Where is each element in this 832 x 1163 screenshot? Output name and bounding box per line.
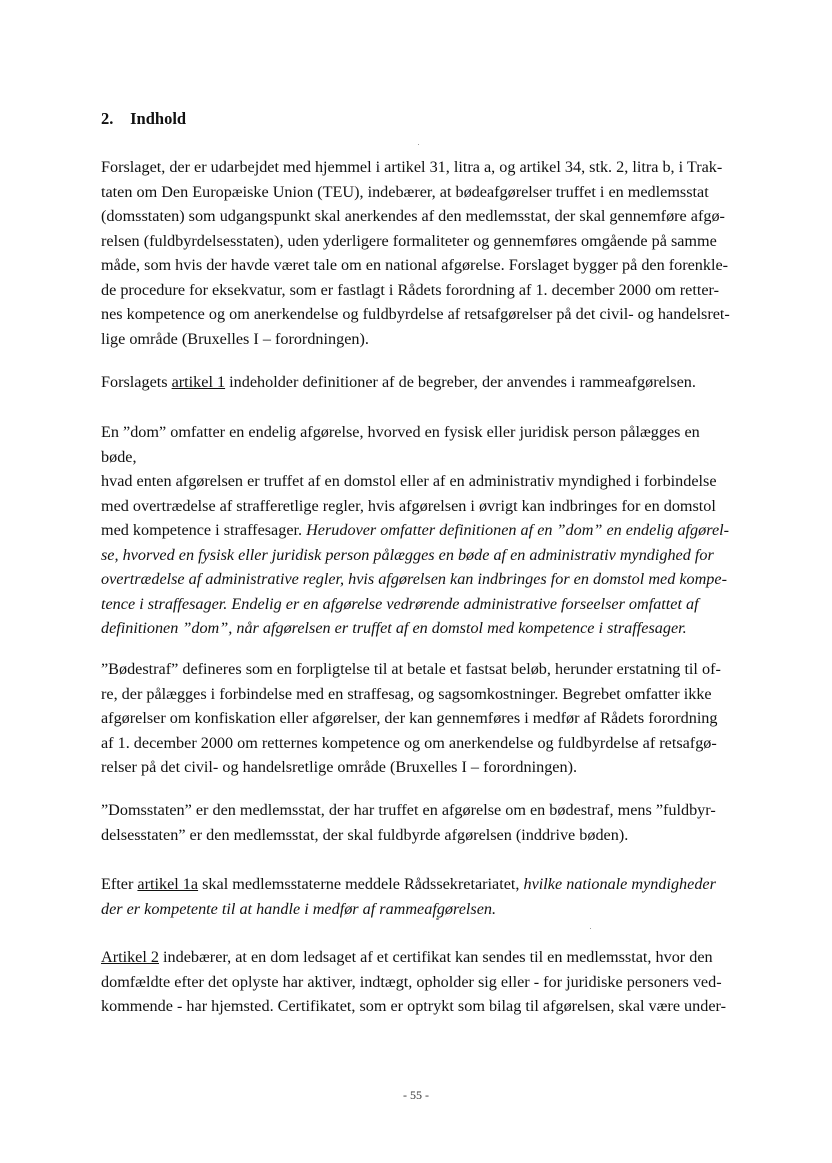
text-span: Efter xyxy=(101,875,138,893)
text-line: En ”dom” omfatter en endelig afgørelse, hvorved en fysisk eller juridisk person pålægges en xyxy=(101,423,700,441)
italic-text: Herudover omfatter definitionen af en ”dom” en endelig afgørel- xyxy=(306,521,730,539)
section-number: 2. xyxy=(101,109,114,128)
paragraph-article-1 xyxy=(101,370,696,395)
text-line xyxy=(101,872,716,897)
scan-speck xyxy=(418,144,419,145)
text-line: re, der pålægges i forbindelse med en straffesag, og sagsomkostninger. Begrebet omfatter ikke xyxy=(101,684,712,703)
article-2-reference: Artikel 2 xyxy=(101,948,159,966)
scan-speck xyxy=(590,928,591,929)
text-line-italic xyxy=(101,592,699,617)
italic-text: se, hvorved en fysisk eller juridisk person pålægges en bøde af en administrativ myndighed for xyxy=(101,545,714,564)
text-line: de procedure for eksekvatur, som er fastlagt i Rådets forordning af 1. december 2000 om retter- xyxy=(101,280,719,299)
text-line: nes kompetence og om anerkendelse og fuldbyrdelse af retsafgørelser på det civil- og handelsret- xyxy=(101,305,730,323)
text-line: af 1. december 2000 om retternes kompetence og om anerkendelse og fuldbyrdelse af retsafgø- xyxy=(101,733,717,752)
text-line: relser på det civil- og handelsretlige område (Bruxelles I – forordningen). xyxy=(101,758,578,776)
text-line: lige område (Bruxelles I – forordningen). xyxy=(101,329,369,348)
italic-text: der er kompetente til at handle i medfør af rammeafgørelsen. xyxy=(101,899,497,918)
text-span: skal medlemsstaterne meddele Rådssekretariatet, xyxy=(198,875,524,893)
article-1a-reference: artikel 1a xyxy=(137,875,199,893)
text-line: hvad enten afgørelsen er truffet af en domstol eller af en administrativ myndighed i forbindelse xyxy=(101,472,717,490)
section-heading xyxy=(101,107,186,131)
text-line-italic xyxy=(101,567,727,592)
article-1-reference: artikel 1 xyxy=(171,373,226,391)
text-span: indeholder definitioner af de begreber, der anvendes i rammeafgørelsen. xyxy=(225,373,696,391)
text-line: (domsstaten) som udgangspunkt skal anerkendes af den medlemsstat, der skal gennemføre afgø- xyxy=(101,207,725,225)
scan-speck xyxy=(436,918,439,920)
text-line xyxy=(101,945,713,970)
text-line-italic xyxy=(101,616,687,641)
text-line: delsesstaten” er den medlemsstat, der skal fuldbyrde afgørelsen (inddrive bøden). xyxy=(101,825,629,844)
text-line: relsen (fuldbyrdelsesstaten), uden yderligere formaliteter og gennemføres omgående på samme xyxy=(101,231,717,250)
text-line: med overtrædelse af strafferetlige regler, hvis afgørelsen i øvrigt kan indbringes for en domstol xyxy=(101,496,716,515)
text-span: indebærer, at en dom ledsaget af et certifikat kan sendes til en medlemsstat, hvor den xyxy=(159,948,713,966)
page-number: - 55 - xyxy=(403,1088,429,1102)
text-line: domfældte efter det oplyste har aktiver, indtægt, opholder sig eller - for juridiske personers ved- xyxy=(101,972,722,991)
text-line: kommende - har hjemsted. Certifikatet, som er optrykt som bilag til afgørelsen, skal være under- xyxy=(101,997,726,1015)
text-line: ”Bødestraf” defineres som en forpligtelse til at betale et fastsat beløb, herunder erstatning til of- xyxy=(101,660,721,678)
italic-text: definitionen ”dom”, når afgørelsen er truffet af en domstol med kompetence i straffesager. xyxy=(101,619,687,637)
text-span: Forslagets xyxy=(101,373,172,391)
italic-text: tence i straffesager. Endelig er en afgørelse vedrørende administrative forseelser omfattet af xyxy=(101,594,699,613)
text-line: afgørelser om konfiskation eller afgørelser, der kan gennemføres i medfør af Rådets forordning xyxy=(101,709,718,727)
text-span: med kompetence i straffesager. xyxy=(101,521,307,539)
text-line: måde, som hvis der havde været tale om en national afgørelse. Forslaget bygger på den forenkle- xyxy=(101,256,729,274)
text-line: ”Domsstaten” er den medlemsstat, der har truffet en afgørelse om en bødestraf, mens ”fuldbyr- xyxy=(101,801,716,819)
text-line: taten om Den Europæiske Union (TEU), indebærer, at bødeafgørelser truffet i en medlemsstat xyxy=(101,182,709,201)
italic-text: overtrædelse af administrative regler, hvis afgørelsen kan indbringes for en domstol med kompe- xyxy=(101,570,727,588)
text-line xyxy=(101,518,729,543)
text-line-italic xyxy=(101,543,714,568)
text-line: bøde, xyxy=(101,447,137,466)
section-title: Indhold xyxy=(130,109,187,128)
text-line: Forslaget, der er udarbejdet med hjemmel i artikel 31, litra a, og artikel 34, stk. 2, litra b, i Trak- xyxy=(101,158,723,176)
italic-text: hvilke nationale myndigheder xyxy=(523,875,716,893)
